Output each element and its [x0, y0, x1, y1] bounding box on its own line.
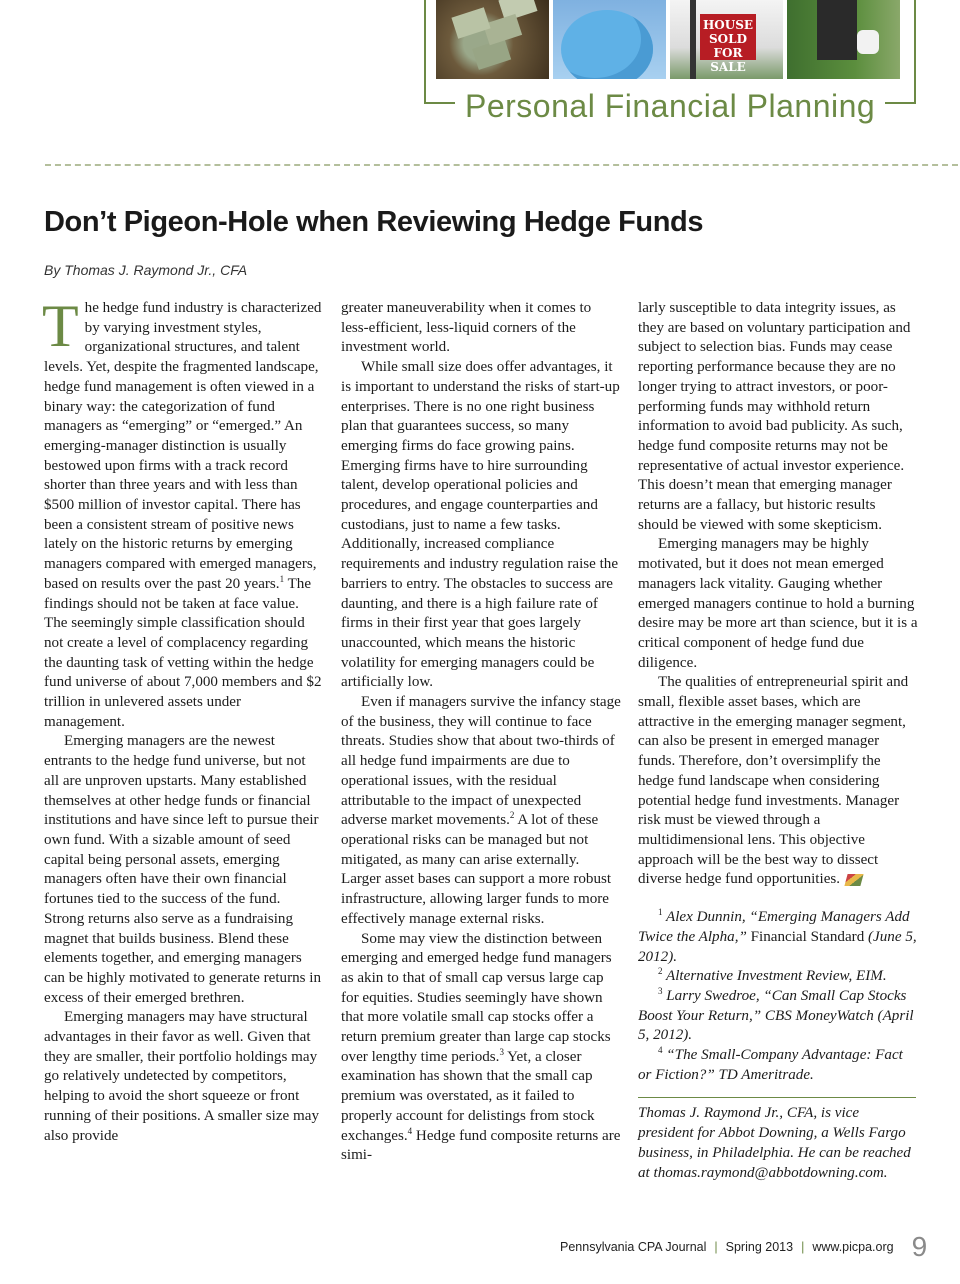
- paragraph: The qualities of entrepreneurial spirit and small, flexible asset bases, which are attractive in the emerging manager segment, can also be present in emerged manager funds. Therefore, don’t oversimplify the hedge fund landscape when considering potential hedge fund investments. Manager risk must be viewed through a multidimensional lens. This objective approach will be the best way to dissect diverse hedge fund opportunities.: [638, 674, 909, 888]
- article-title: Don’t Pigeon-Hole when Reviewing Hedge Funds: [44, 206, 704, 238]
- paragraph: greater maneuverability when it comes to less-efficient, less-liquid corners of the investment world.: [341, 300, 592, 356]
- sold-sign: HOUSE SOLD FOR SALE: [700, 14, 756, 60]
- paragraph: The hedge fund industry is characterized by varying investment styles, organizational structures, and talent levels. Yet, despite the fragmented landscape, hedge fund management is often viewed in a binary way: the categorization of fund managers as “emerging” or “emerged.” An emerging-manager distinction is usually bestowed upon firms with a track record shorter than three years and with less than $500 million of investor capital. There has been a consistent stream of positive news lately on the historic returns by emerging managers compared with emerged managers, based on results over the past 20 years.$^1$ The findings should not be taken at face value. The seemingly simple classification should not create a level of complacency regarding the daunting task of vetting within the hedge fund universe of about 7,000 members and $2 trillion in unlevered assets under management.: [42, 293, 322, 730]
- footer-separator: |: [801, 1240, 805, 1254]
- article-column-3: [638, 299, 918, 1183]
- paragraph: Emerging managers may be highly motivated, but it does not mean emerged managers lack vitality. Gauging whether emerged managers continue to hold a burning desire may be more art than science, but it is a critical component of hedge fund due diligence.: [638, 536, 918, 671]
- footnote: $^4$ “The Small-Company Advantage: Fact or Fiction?” TD Ameritrade.: [638, 1044, 903, 1083]
- footnote-ref: 4: [407, 1125, 413, 1136]
- section-title: Personal Financial Planning: [455, 86, 885, 126]
- footnotes: [638, 908, 918, 1085]
- paragraph: Even if managers survive the infancy stage of the business, they will continue to face threats. Studies show that about two-thirds of all hedge fund impairments are due to operational issues, with the residual attributable to the impact of unexpected adverse market movements.$^2$ A lot of these operational risks can be managed but not mitigated, as many can arise externally. Larger asset bases can support a more robust infrastructure, allowing larger funds to more effectively manage external risks.: [341, 694, 621, 927]
- page-number: 9: [911, 1231, 928, 1262]
- paragraph: Emerging managers may have structural advantages in their favor as well. Given that they are smaller, their portfolio holdings may go relatively undetected by competitors, helping to avoid the short squeeze or front running of their positions. A smaller size may also provide: [44, 1009, 320, 1144]
- footnote: $^2$ Alternative Investment Review, EIM.: [658, 966, 887, 985]
- footnote: $^3$ Larry Swedroe, “Can Small Cap Stocks Boost Your Return,” CBS MoneyWatch (April 5, 2012).: [638, 985, 914, 1044]
- paragraph: While small size does offer advantages, it is important to understand the risks of start-up enterprises. There is no one right business plan that guarantees success, so many emerging firms do face growing pains. Emerging firms have to hire surrounding talent, develop operational policies and procedures, and engage counterparties and custodians, just to name a few tasks. Additionally, increased compliance requirements and industry regulation raise the barriers to entry. The obstacles to success are daunting, and there is a high failure rate of firms in their first year that goes largely unaccounted, which means the historic volatility for emerging managers could be artificially low.: [341, 359, 620, 691]
- drop-cap: T: [42, 293, 79, 359]
- end-mark-icon: [844, 874, 863, 886]
- footer-separator: |: [714, 1240, 718, 1254]
- paragraph: larly susceptible to data integrity issues, as they are based on voluntary participation and subject to selection bias. Funds may cease reporting performance because they are no longer trying to attract investors, or poor-performing funds may withhold return information to avoid bad publicity. As such, hedge fund composite returns may not be representative of actual investor experience. This doesn’t mean that emerging manager returns are a fallacy, but historic results should be viewed with some skepticism.: [638, 300, 911, 533]
- byline: By Thomas J. Raymond Jr., CFA: [44, 262, 248, 278]
- footnote-ref: 3: [499, 1046, 504, 1057]
- article-column-1: [42, 293, 324, 1146]
- author-bio: Thomas J. Raymond Jr., CFA, is vice president for Abbot Downing, a Wells Fargo business, in Philadelphia. He can be reached at thomas.raymond@abbotdowning.com.: [638, 1105, 911, 1181]
- footnote-ref: 2: [509, 810, 515, 821]
- footnote-ref: 1: [279, 573, 285, 584]
- dashed-divider: [45, 164, 958, 166]
- article-column-2: [341, 299, 621, 1166]
- author-divider: [638, 1097, 916, 1098]
- issue-date: Spring 2013: [725, 1240, 794, 1254]
- page-footer: [560, 1232, 927, 1262]
- paragraph: Emerging managers are the newest entrants to the hedge fund universe, but not all are unproven upstarts. Many established themselves at other hedge funds or financial institutions and have since left to pursue their own fund. With a sizable amount of seed capital being personal assets, emerging managers often have their own financial fortunes tied to the success of the fund. Strong returns also serve as a fundraising magnet that builds business. Blend these elements together, and emerging managers can be highly motivated to generate returns in excess of their emerged brethren.: [44, 733, 322, 1006]
- footnote: $^1$ Alex Dunnin, “Emerging Managers Add Twice the Alpha,” Financial Standard (June 5, 2012).: [638, 907, 917, 965]
- journal-name: Pennsylvania CPA Journal: [560, 1240, 707, 1254]
- website-link[interactable]: www.picpa.org: [812, 1240, 894, 1254]
- paragraph: Some may view the distinction between emerging and emerged hedge fund managers as akin to that of small cap versus large cap for equities. Studies seemingly have shown that more volatile small cap stocks offer a return premium greater than large cap stocks over lengthy time periods.$^3$ Yet, a closer examination has shown that the small cap premium was overstated, as it failed to properly account for delistings from stock exchanges.$^4$ Hedge fund composite returns are simi-: [341, 930, 621, 1164]
